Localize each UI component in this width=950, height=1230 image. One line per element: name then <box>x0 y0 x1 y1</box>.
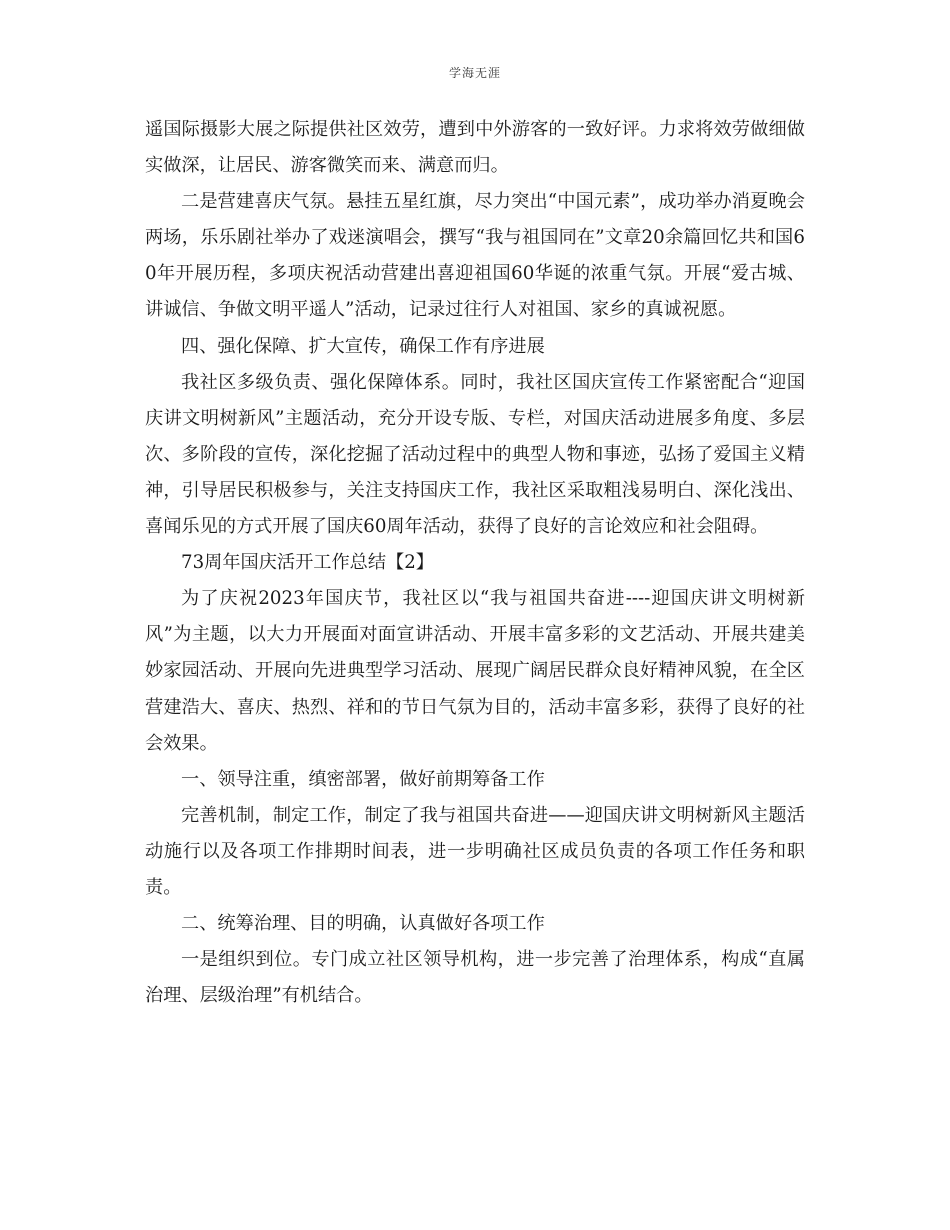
section-heading-1: 一、领导注重，缜密部署，做好前期筹备工作 <box>181 768 545 790</box>
document-body <box>145 112 805 1014</box>
page-header: 学海无涯 <box>448 66 501 80</box>
paragraph-4: 为了庆祝2023年国庆节，我社区以“我与祖国共奋进----迎国庆讲文明树新风”为主题，以大力开展面对面宣讲活动、开展丰富多彩的文艺活动、开展共建美妙家园活动、开展向先进典型学习活动、展现广阔居民群众良好精神风貌，在全区营建浩大、喜庆、热烈、祥和的节日气氛为目的，活动丰富多彩，获得了良好的社会效果。 <box>145 588 805 754</box>
paragraph-3: 我社区多级负责、强化保障体系。同时，我社区国庆宣传工作紧密配合“迎国庆讲文明树新风”主题活动，充分开设专版、专栏，对国庆活动进展多角度、多层次、多阶段的宣传，深化挖掘了活动过程中的典型人物和事迹，弘扬了爱国主义精神，引导居民积极参与，关注支持国庆工作，我社区采取粗浅易明白、深化浅出、喜闻乐见的方式开展了国庆60周年活动，获得了良好的言论效应和社会阻碍。 <box>145 371 805 538</box>
section-heading-2: 二、统筹治理、目的明确，认真做好各项工作 <box>181 913 545 935</box>
paragraph-5: 完善机制，制定工作，制定了我与祖国共奋进——迎国庆讲文明树新风主题活动施行以及各项工作排期时间表，进一步明确社区成员负责的各项工作任务和职责。 <box>145 804 805 898</box>
paragraph-1: 遥国际摄影大展之际提供社区效劳，遭到中外游客的一致好评。力求将效劳做细做实做深，让居民、游客微笑而来、满意而归。 <box>145 119 805 177</box>
article-title-2: 73周年国庆活开工作总结【2】 <box>181 552 434 574</box>
paragraph-2: 二是营建喜庆气氛。悬挂五星红旗，尽力突出“中国元素”，成功举办消夏晚会两场，乐乐剧社举办了戏迷演唱会，撰写“我与祖国同在”文章20余篇回忆共和国60年开展历程，多项庆祝活动营建出喜迎祖国60华诞的浓重气氛。开展“爱古城、讲诚信、争做文明平遥人”活动，记录过往行人对祖国、家乡的真诚祝愿。 <box>145 191 805 321</box>
paragraph-6: 一是组织到位。专门成立社区领导机构，进一步完善了治理体系，构成“直属治理、层级治理”有机结合。 <box>145 949 805 1007</box>
section-heading-4: 四、强化保障、扩大宣传，确保工作有序进展 <box>181 335 545 357</box>
